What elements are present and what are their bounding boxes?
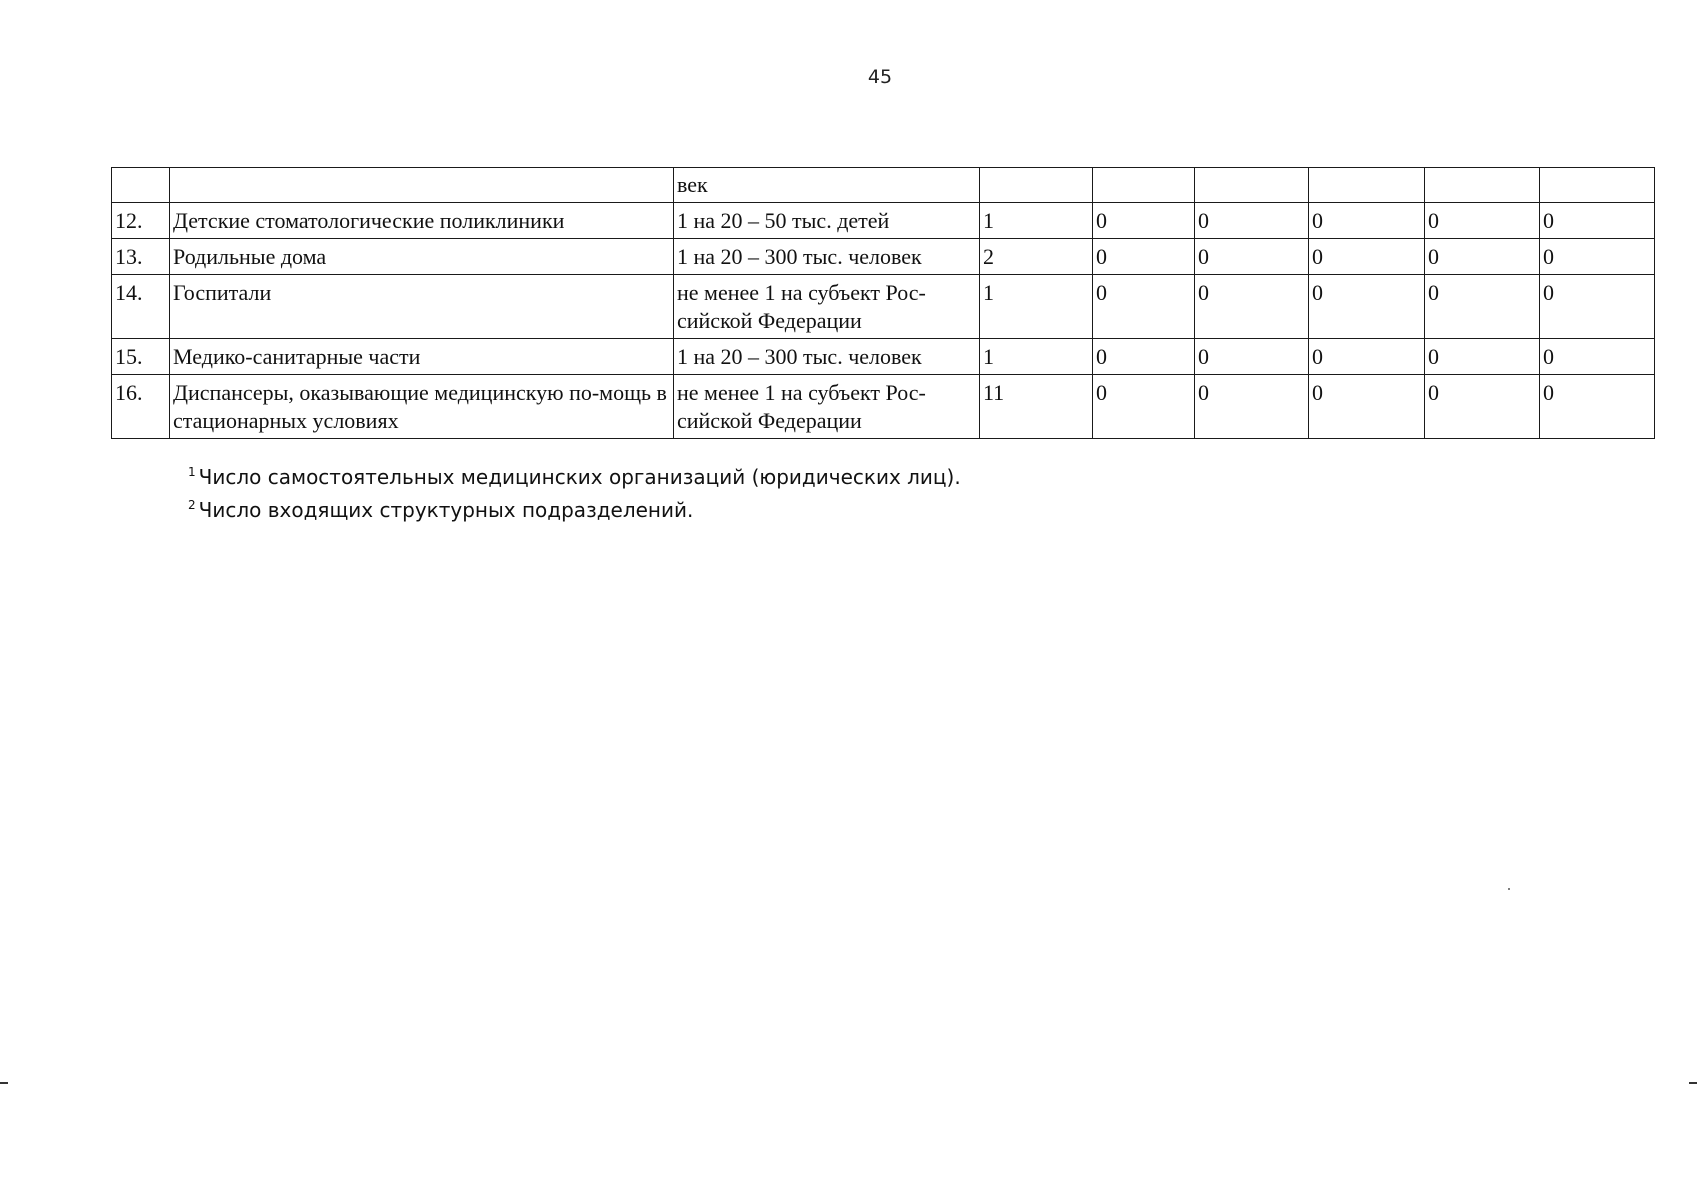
value-cell: 1 [980, 275, 1093, 339]
value-cell: 11 [980, 375, 1093, 439]
table-row [112, 203, 1655, 239]
row-number-cell: 12. [112, 203, 170, 239]
scan-edge-mark [0, 1082, 8, 1084]
norm-cell: 1 на 20 – 300 тыс. человек [674, 339, 980, 375]
value-cell: 0 [1093, 239, 1195, 275]
value-cell: 0 [1425, 375, 1540, 439]
table-body [112, 168, 1655, 439]
page-number: 45 [867, 66, 893, 88]
footnote-mark: 2 [188, 498, 196, 512]
value-cell: 0 [1195, 275, 1309, 339]
table-cell [1093, 168, 1195, 203]
table-cell [170, 168, 674, 203]
value-cell: 0 [1195, 339, 1309, 375]
value-cell: 0 [1309, 239, 1425, 275]
value-cell: 0 [1195, 239, 1309, 275]
value-cell: 0 [1309, 339, 1425, 375]
value-cell: 0 [1425, 339, 1540, 375]
value-cell: 0 [1309, 375, 1425, 439]
table-cell: век [674, 168, 980, 203]
value-cell: 0 [1425, 239, 1540, 275]
value-cell: 1 [980, 203, 1093, 239]
footnote [188, 491, 961, 524]
table-cell [1195, 168, 1309, 203]
institution-name-cell: Детские стоматологические поликлиники [170, 203, 674, 239]
norm-cell: не менее 1 на субъект Рос-сийской Федерации [674, 275, 980, 339]
table-row [112, 339, 1655, 375]
institution-name-cell: Медико-санитарные части [170, 339, 674, 375]
footnote-text: Число самостоятельных медицинских организаций (юридических лиц). [198, 465, 961, 489]
table-row-continuation [112, 168, 1655, 203]
table-cell [1309, 168, 1425, 203]
table-row [112, 239, 1655, 275]
value-cell: 1 [980, 339, 1093, 375]
norm-cell: 1 на 20 – 50 тыс. детей [674, 203, 980, 239]
value-cell: 0 [1309, 203, 1425, 239]
row-number-cell: 14. [112, 275, 170, 339]
scan-speck [1508, 888, 1510, 890]
footnote-text: Число входящих структурных подразделений. [198, 498, 694, 522]
row-number-cell: 13. [112, 239, 170, 275]
norm-cell: 1 на 20 – 300 тыс. человек [674, 239, 980, 275]
value-cell: 0 [1425, 203, 1540, 239]
value-cell: 0 [1093, 275, 1195, 339]
value-cell: 0 [1195, 203, 1309, 239]
value-cell: 0 [1309, 275, 1425, 339]
value-cell: 0 [1540, 275, 1655, 339]
value-cell: 0 [1195, 375, 1309, 439]
table-cell [112, 168, 170, 203]
value-cell: 0 [1425, 275, 1540, 339]
data-table [111, 167, 1655, 439]
row-number-cell: 16. [112, 375, 170, 439]
table-row [112, 275, 1655, 339]
value-cell: 0 [1540, 339, 1655, 375]
institution-name-cell: Диспансеры, оказывающие медицинскую по-мощь в стационарных условиях [170, 375, 674, 439]
value-cell: 0 [1093, 203, 1195, 239]
footnotes [188, 458, 961, 524]
scan-edge-mark [1689, 1082, 1697, 1084]
table-cell [980, 168, 1093, 203]
row-number-cell: 15. [112, 339, 170, 375]
institution-name-cell: Госпитали [170, 275, 674, 339]
value-cell: 0 [1540, 239, 1655, 275]
institution-name-cell: Родильные дома [170, 239, 674, 275]
footnote [188, 458, 961, 491]
value-cell: 0 [1540, 203, 1655, 239]
value-cell: 2 [980, 239, 1093, 275]
table-cell [1540, 168, 1655, 203]
value-cell: 0 [1540, 375, 1655, 439]
table-cell [1425, 168, 1540, 203]
value-cell: 0 [1093, 339, 1195, 375]
norm-cell: не менее 1 на субъект Рос-сийской Федерации [674, 375, 980, 439]
table-row [112, 375, 1655, 439]
footnote-mark: 1 [188, 465, 196, 479]
value-cell: 0 [1093, 375, 1195, 439]
